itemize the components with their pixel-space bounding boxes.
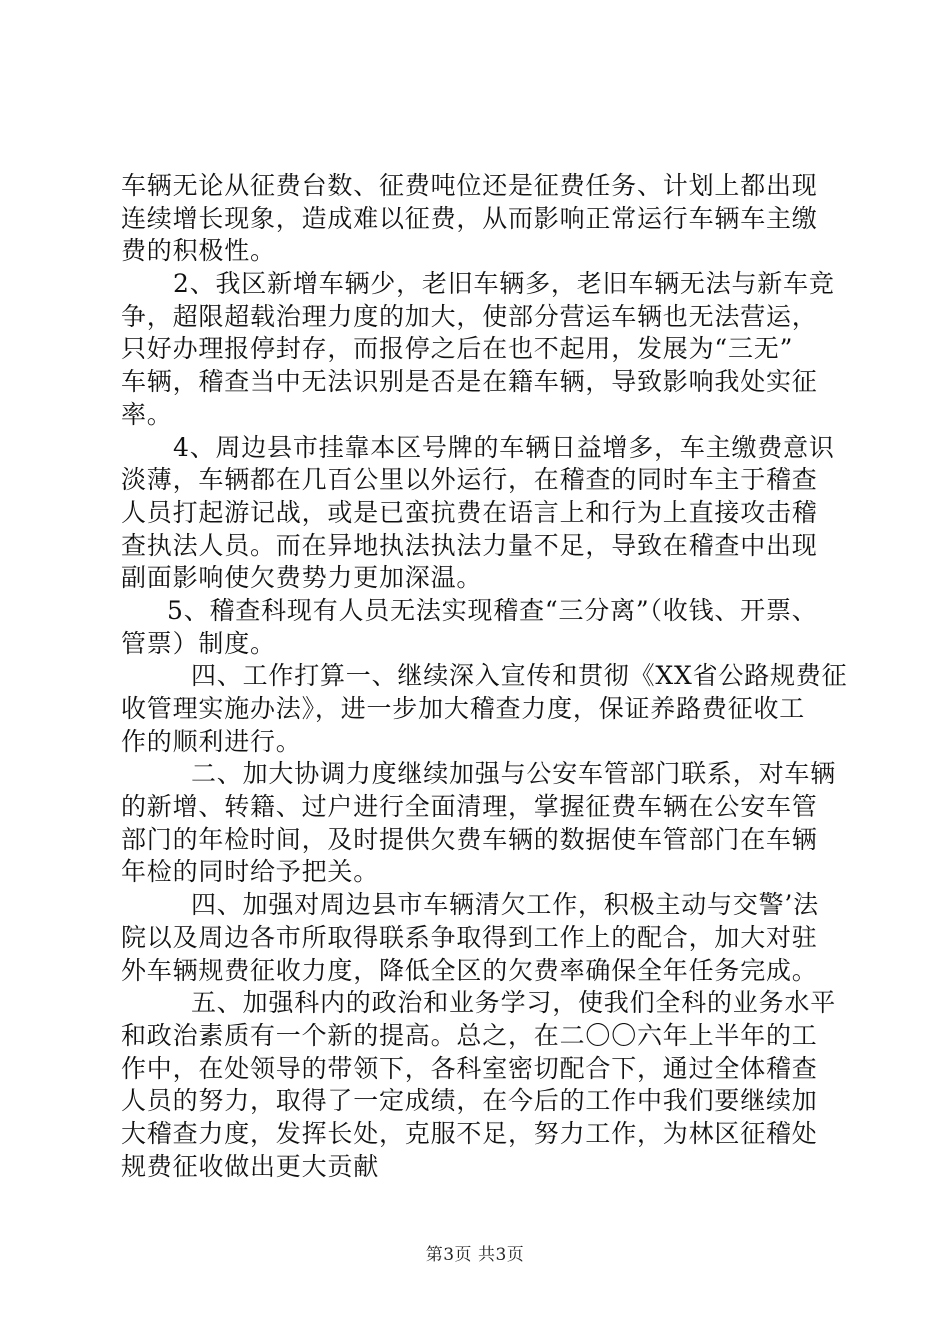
text-line: 连续增长现象，造成难以征费，从而影响正常运行车辆车主缴 xyxy=(121,203,818,233)
text-line: 人员的努力，取得了一定成绩，在今后的工作中我们要继续加 xyxy=(121,1086,818,1116)
text-line: 和政治素质有一个新的提高。总之，在二〇〇六年上半年的工 xyxy=(121,1020,818,1050)
paragraph-start-line: 2、我区新增车辆少，老旧车辆多，老旧车辆无法与新车竞 xyxy=(173,269,835,299)
paragraph-start-line: 4、周边县市挂靠本区号牌的车辆日益增多，车主缴费意识 xyxy=(173,432,835,462)
text-line: 作中，在处领导的带领下，各科室密切配合下，通过全体稽查 xyxy=(121,1053,818,1083)
text-line: 作的顺利进行。 xyxy=(121,726,302,756)
text-line: 的新增、转籍、过户进行全面清理，掌握征费车辆在公安车管 xyxy=(121,792,818,822)
text-line: 规费征收做出更大贡献 xyxy=(121,1151,380,1181)
text-line: 管票）制度。 xyxy=(121,628,276,658)
text-line: 费的积极性。 xyxy=(121,236,276,266)
page-number-label: 第3页 共3页 xyxy=(425,1245,525,1265)
text-line: 大稽查力度，发挥长处，克服不足，努力工作，为林区征稽处 xyxy=(121,1118,818,1148)
text-line: 收管理实施办法》，进一步加大稽查力度，保证养路费征收工 xyxy=(121,694,806,723)
text-line: 查执法人员。而在异地执法执法力量不足，导致在稽查中出现 xyxy=(121,530,818,560)
document-body xyxy=(121,170,848,1183)
paragraph-start-line: 五、加强科内的政治和业务学习，使我们全科的业务水平 xyxy=(191,988,837,1018)
paragraph-start-line: 二、加大协调力度继续加强与公安车管部门联系，对车辆 xyxy=(191,759,837,789)
text-line: 淡薄，车辆都在几百公里以外运行，在稽查的同时车主于稽查 xyxy=(121,465,818,495)
page-footer xyxy=(0,1244,950,1266)
text-line: 只好办理报停封存，而报停之后在也不起用，发展为“三无” xyxy=(121,334,794,364)
text-line: 率。 xyxy=(121,399,173,429)
text-line: 副面影响使欠费势力更加深温。 xyxy=(121,563,483,593)
text-line: 车辆，稽查当中无法识别是否是在籍车辆，导致影响我处实征 xyxy=(121,367,818,397)
text-line: 年检的同时给予把关。 xyxy=(121,857,380,887)
text-line: 车辆无论从征费台数、征费吨位还是征费任务、计划上都出现 xyxy=(121,171,818,200)
text-line: 外车辆规费征收力度，降低全区的欠费率确保全年任务完成。 xyxy=(121,955,818,985)
text-line: 部门的年检时间，及时提供欠费车辆的数据使车管部门在车辆 xyxy=(121,824,818,854)
text-line: 人员打起游记战，或是已蛮抗费在语言上和行为上直接攻击稽 xyxy=(121,497,818,527)
text-line: 争，超限超载治理力度的加大，使部分营运车辆也无法营运， xyxy=(121,301,818,331)
paragraph-start-line: 5、稽查科现有人员无法实现稽查“三分离”（收钱、开票、 xyxy=(167,595,818,625)
paragraph-start-line: 四、工作打算一、继续深入宣传和贯彻《XX省公路规费征 xyxy=(191,661,848,691)
text-line: 院以及周边各市所取得联系争取得到工作上的配合，加大对驻 xyxy=(121,922,818,952)
paragraph-start-line: 四、加强对周边县市车辆清欠工作，积极主动与交警’法 xyxy=(191,890,819,920)
